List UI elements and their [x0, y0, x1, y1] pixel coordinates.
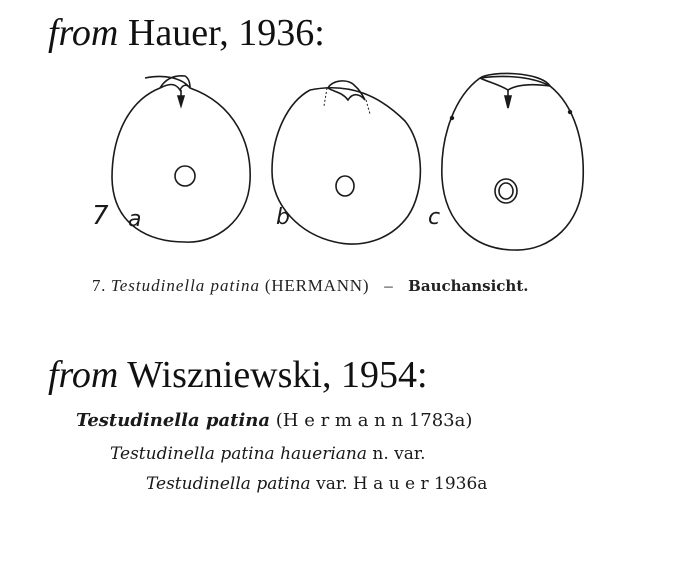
label-b: b: [276, 205, 290, 230]
label-a: a: [128, 207, 142, 232]
taxon-author: H a u e r 1936a: [352, 474, 488, 494]
heading-from: from: [48, 354, 119, 396]
taxon-name: Testudinella patina: [76, 410, 271, 431]
heading-hauer: [48, 14, 325, 52]
taxon-name: Testudinella patina: [146, 474, 311, 494]
caption-species: Testudinella patina: [110, 276, 261, 295]
specimen-b-drawing: [272, 81, 420, 244]
caption-dash: –: [384, 276, 394, 295]
taxon-line-2: [110, 444, 426, 464]
taxon-name: Testudinella patina haueriana: [110, 444, 367, 464]
heading-wiszniewski: [48, 356, 428, 394]
figure-caption: [92, 276, 528, 296]
taxon-line-3: [146, 474, 487, 494]
specimen-c-drawing: [442, 73, 583, 250]
label-c: c: [428, 205, 441, 230]
heading-source: Hauer, 1936:: [118, 12, 325, 54]
rotifer-figure: [70, 66, 590, 266]
caption-number: 7.: [92, 276, 106, 295]
heading-source: Wiszniewski, 1954:: [118, 354, 428, 396]
taxon-rank: var.: [316, 474, 348, 494]
taxon-line-1: [76, 410, 472, 431]
caption-author: (HERMANN): [264, 276, 370, 295]
heading-from: from: [48, 12, 119, 54]
caption-view: Bauchansicht.: [408, 277, 529, 295]
figure-number: 7: [92, 201, 109, 231]
taxon-author: (H e r m a n n 1783a): [275, 410, 473, 431]
taxon-rank: n. var.: [372, 444, 426, 464]
